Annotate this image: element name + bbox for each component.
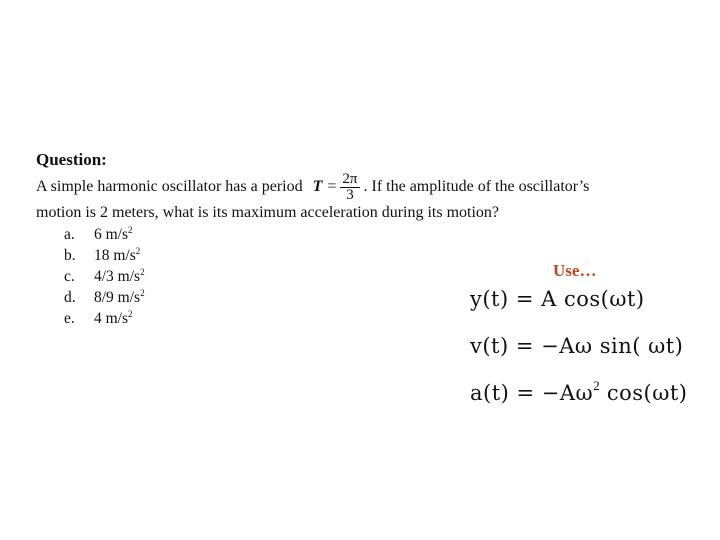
option-exponent: 2 — [140, 288, 145, 298]
option-value: 8/9 $m/s^2$ — [94, 288, 145, 306]
question-text — [36, 172, 686, 224]
option-exponent: 2 — [128, 309, 133, 319]
question-heading: Question: — [36, 150, 107, 169]
option-exponent: 2 — [135, 246, 141, 256]
answer-option-a — [64, 224, 686, 245]
question-line-1-end: . If the amplitude of the oscillator’s — [363, 178, 590, 195]
option-value: 6 $m/s^2$ — [94, 225, 133, 243]
period-variable: T — [312, 178, 323, 195]
option-letter: b. — [64, 247, 76, 264]
acceleration-exponent: 2 — [593, 378, 600, 393]
option-value: 4 $m/s^2$ — [94, 309, 133, 327]
option-exponent: 2 — [140, 267, 145, 277]
option-letter: d. — [64, 289, 76, 306]
period-formula — [313, 172, 360, 203]
acceleration-equation: $a(t) = -A\omega^2$ cos(ωt) — [470, 378, 688, 405]
option-value: 4/3 $m/s^2$ — [94, 267, 145, 285]
period-fraction — [340, 172, 359, 203]
period-numerator: 2π — [342, 170, 358, 187]
question-line-1-start: A simple harmonic oscillator has a period — [36, 178, 303, 195]
velocity-equation: v(t) = −Aω sin( ωt) — [470, 334, 684, 358]
option-letter: e. — [64, 310, 75, 327]
question-line-1 — [36, 172, 686, 202]
position-equation: y(t) = A cos(ωt) — [470, 287, 645, 311]
option-letter: c. — [64, 268, 75, 285]
use-hint-label: Use… — [553, 261, 597, 280]
option-exponent: 2 — [128, 225, 133, 235]
period-denominator: 3 — [346, 186, 354, 203]
period-equals: = — [327, 178, 337, 195]
question-line-2: motion is 2 meters, what is its maximum acceleration during its motion? — [36, 204, 500, 221]
option-value: 18 $m/s^2$ — [94, 246, 141, 264]
option-letter: a. — [64, 226, 75, 243]
